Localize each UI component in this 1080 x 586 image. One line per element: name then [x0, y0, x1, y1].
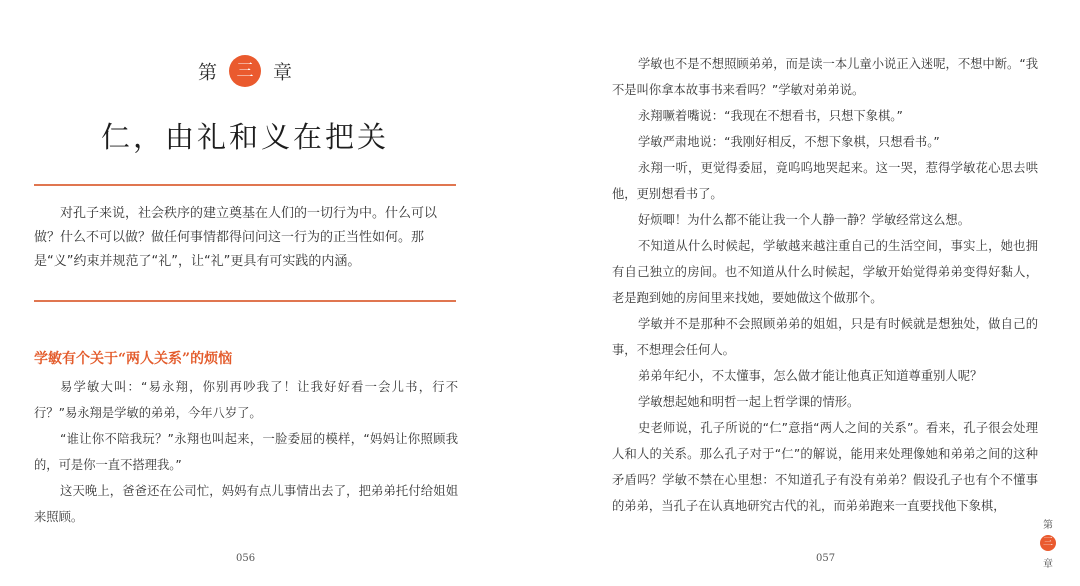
paragraph: 永翔噘着嘴说：“我现在不想看书，只想下象棋。” — [638, 109, 903, 123]
paragraph: 学敏也不是不想照顾弟弟，而是读一本儿童小说正入迷呢，不想中断。“我不是叫你拿本故事书来看吗？”学敏对弟弟说。 — [612, 57, 1038, 97]
chapter-side-tab — [1034, 516, 1062, 570]
side-tab-bottom: 章 — [1043, 559, 1053, 570]
chapter-suffix: 章 — [273, 61, 293, 84]
chapter-number-badge: 三 — [229, 55, 261, 87]
chapter-prefix: 第 — [197, 61, 217, 84]
page-number-left: 056 — [236, 553, 256, 564]
paragraph: 学敏严肃地说：“我刚好相反，不想下象棋，只想看书。” — [638, 135, 940, 149]
chapter-title: 仁，由礼和义在把关 — [100, 120, 389, 154]
left-body-text — [34, 374, 458, 530]
paragraph: 这天晚上，爸爸还在公司忙，妈妈有点儿事情出去了，把弟弟托付给姐姐来照顾。 — [34, 484, 458, 524]
paragraph: “谁让你不陪我玩？”永翔也叫起来，一脸委屈的模样，“妈妈让你照顾我的，可是你一直不搭理我。” — [34, 432, 458, 472]
divider-bottom — [34, 300, 456, 302]
page-number-right: 057 — [816, 553, 836, 564]
paragraph: 学敏想起她和明哲一起上哲学课的情形。 — [638, 395, 860, 409]
chapter-intro: 对孔子来说，社会秩序的建立奠基在人们的一切行为中。什么可以做？什么不可以做？做任何事情都得问问这一行为的正当性如何。那是“义”约束并规范了“礼”，让“礼”更具有可实践的内涵。 — [34, 206, 438, 269]
paragraph: 学敏并不是那种不会照顾弟弟的姐姐，只是有时候就是想独处，做自己的事，不想理会任何人。 — [612, 317, 1038, 357]
paragraph: 好烦唧！为什么都不能让我一个人静一静？学敏经常这么想。 — [638, 213, 971, 227]
side-tab-number-badge: 三 — [1040, 535, 1056, 551]
paragraph: 弟弟年纪小，不太懂事，怎么做才能让他真正知道尊重别人呢？ — [638, 369, 983, 383]
paragraph: 史老师说，孔子所说的“仁”意指“两人之间的关系”。看来，孔子很会处理人和人的关系。那么孔子对于“仁”的解说，能用来处理像她和弟弟之间的这种矛盾吗？学敏不禁在心里想：不知道孔子有没有弟弟？假设孔子也有个不懂事的弟弟，当孔子在认真地研究古代的礼，而弟弟跑来一直要找他下象棋， — [612, 421, 1038, 513]
divider-top — [34, 184, 456, 186]
right-body-text — [612, 51, 1038, 519]
section-title: 学敏有个关于“两人关系”的烦恼 — [34, 351, 233, 367]
side-tab-top: 第 — [1043, 520, 1053, 531]
right-page — [540, 0, 1080, 586]
chapter-heading — [0, 55, 490, 87]
paragraph: 永翔一听，更觉得委屈，竟呜呜地哭起来。这一哭，惹得学敏花心思去哄他，更别想看书了。 — [612, 161, 1038, 201]
paragraph: 易学敏大叫：“易永翔，你别再吵我了！让我好好看一会儿书，行不行？”易永翔是学敏的弟弟，今年八岁了。 — [34, 380, 458, 420]
paragraph: 不知道从什么时候起，学敏越来越注重自己的生活空间，事实上，她也拥有自己独立的房间。也不知道从什么时候起，学敏开始觉得弟弟变得好黏人，老是跑到她的房间里来找她，要她做这个做那个。 — [612, 239, 1038, 305]
